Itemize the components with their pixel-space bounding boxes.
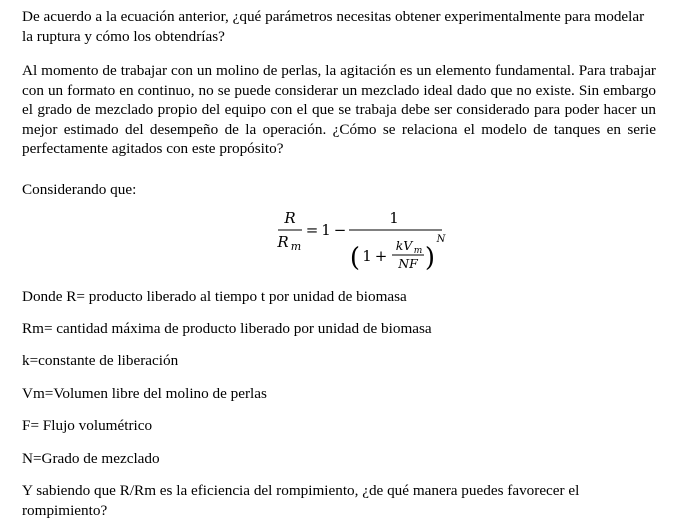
inner-denominator: NF [398, 256, 418, 271]
plus-sign: + [374, 247, 388, 265]
definition-rm: Rm= cantidad máxima de producto liberado por unidad de biomasa [22, 320, 432, 337]
paragraph-mixing: Al momento de trabajar con un molino de perlas, la agitación es un elemento fundamental. Para trabajar con un formato en continuo, no se puede considerar un mezclado ideal dado que no existe. Sin embargo el grado de mezclado propio del equipo con el que se trabaja debe ser considerado para poder hacer un mejor estimado del desempeño de la operación. ¿Cómo se relaciona el modelo de tanques en serie perfectamente agitados con este propósito? [22, 62, 656, 157]
paren-open: ( [349, 243, 361, 273]
definition-r: Donde R= producto liberado al tiempo t por unidad de biomasa [22, 288, 407, 305]
lhs-denominator-base: R [277, 233, 289, 251]
definition-vm: Vm=Volumen libre del molino de perlas [22, 385, 267, 402]
considering-label: Considerando que: [22, 181, 137, 198]
lhs-denominator-sub: m [290, 240, 302, 253]
constant-one: 1 [321, 221, 331, 239]
inner-numerator-sub: m [413, 246, 423, 256]
paren-one: 1 [362, 247, 372, 265]
paren-close: ) [424, 243, 436, 273]
minus-sign: − [333, 221, 347, 239]
release-equation [254, 204, 454, 276]
inner-numerator-kv: kV [395, 238, 413, 253]
lhs-numerator: R [284, 209, 296, 227]
definition-f: F= Flujo volumétrico [22, 417, 153, 434]
question-parameters: De acuerdo a la ecuación anterior, ¿qué parámetros necesitas obtener experimentalmente para modelar la ruptura y cómo los obtendrías? [22, 8, 645, 45]
equals-sign: = [305, 221, 319, 239]
rhs-numerator: 1 [389, 209, 399, 227]
definition-n: N=Grado de mezclado [22, 450, 160, 467]
question-efficiency: Y sabiendo que R/Rm es la eficiencia del rompimiento, ¿de qué manera puedes favorecer el rompimiento? [22, 482, 580, 519]
exponent-n: N [436, 234, 446, 245]
definition-k: k=constante de liberación [22, 352, 179, 369]
